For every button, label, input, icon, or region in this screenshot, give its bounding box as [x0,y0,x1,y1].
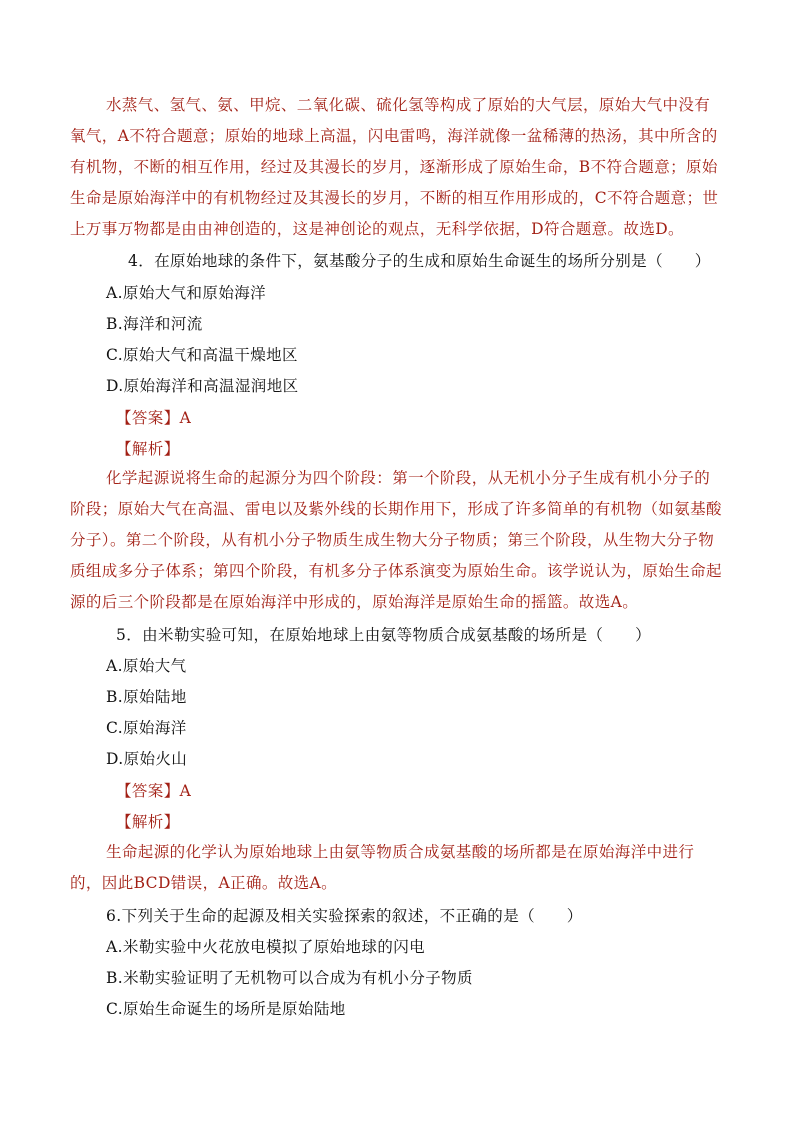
question-6-option-b: B.米勒实验证明了无机物可以合成为有机小分子物质 [106,969,473,987]
question-5-option-d: D.原始火山 [106,750,188,768]
question-4-option-d: D.原始海洋和高温湿润地区 [106,377,299,395]
question-5-option-b: B.原始陆地 [106,688,187,706]
question-4-answer: 【答案】A [116,409,192,427]
question-4-option-a: A.原始大气和原始海洋 [106,284,267,302]
question-5-answer: 【答案】A [116,782,192,800]
prev-explanation: 水蒸气、氢气、氨、甲烷、二氧化碳、硫化氢等构成了原始的大气层，原始大气中没有氧气，A不符合题意；原始的地球上高温，闪电雷鸣，海洋就像一盆稀薄的热汤，其中所含的有机物，不断的相互作用，经过及其漫长的岁月，逐渐形成了原始生命，B不符合题意；原始生命是原始海洋中的有机物经过及其漫长的岁月，不断的相互作用形成的，C不符合题意；世上万事万物都是由由神创造的，这是神创论的观点，无科学依据，D符合题意。故选D。 [70,96,719,238]
question-4-option-c: C.原始大气和高温干燥地区 [106,346,298,364]
question-6-option-a: A.米勒实验中火花放电模拟了原始地球的闪电 [106,938,426,956]
question-4-stem: 4．在原始地球的条件下，氨基酸分子的生成和原始生命诞生的场所分别是（ ） [128,252,711,270]
question-6-option-c: C.原始生命诞生的场所是原始陆地 [106,1000,346,1018]
question-5-stem: 5．由米勒实验可知，在原始地球上由氨等物质合成氨基酸的场所是（ ） [116,626,651,644]
question-5-analysis-label: 【解析】 [116,813,180,831]
question-4-option-b: B.海洋和河流 [106,315,203,333]
question-4-analysis: 化学起源说将生命的起源分为四个阶段：第一个阶段，从无机小分子生成有机小分子的阶段；原始大气在高温、雷电以及紫外线的长期作用下，形成了许多简单的有机物（如氨基酸分子）。第二个阶段，从有机小分子物质生成生物大分子物质；第三个阶段，从生物大分子物质组成多分子体系；第四个阶段，有机多分子体系演变为原始生命。该学说认为，原始生命起源的后三个阶段都是在原始海洋中形成的，原始海洋是原始生命的摇篮。故选A。 [70,469,722,611]
question-4-analysis-label: 【解析】 [116,440,180,458]
question-5-option-c: C.原始海洋 [106,719,187,737]
question-6-stem: 6.下列关于生命的起源及相关实验探索的叙述，不正确的是（ ） [106,907,583,925]
question-5-analysis: 生命起源的化学认为原始地球上由氨等物质合成氨基酸的场所都是在原始海洋中进行的，因此BCD错误，A正确。故选A。 [70,843,695,892]
question-5-option-a: A.原始大气 [106,657,187,675]
